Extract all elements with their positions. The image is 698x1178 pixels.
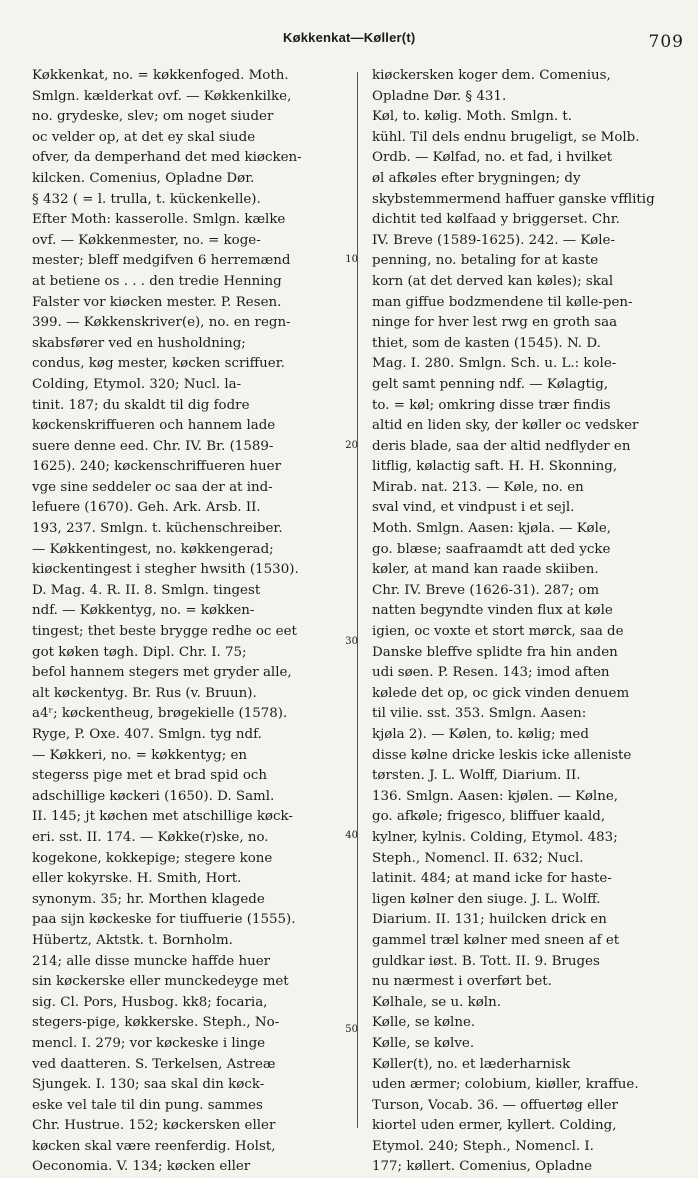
text-line: oc velder op, at det ey skal siude [32,129,256,145]
text-line: Etymol. 240; Steph., Nomencl. I. [372,1138,594,1154]
text-line: a4ʳ; køckentheug, brøgekielle (1578). [32,706,288,722]
text-line: 177; køllert. Comenius, Opladne [372,1159,593,1175]
text-line: vge sine seddeler oc saa der at ind- [32,479,273,495]
text-line: synonym. 35; hr. Morthen klagede [32,891,265,907]
text-line: Mag. I. 280. Smlgn. Sch. u. L.: kole- [372,356,617,372]
text-line: ndf. — Køkkentyg, no. = køkken- [32,603,255,619]
text-line: gammel træl kølner med sneen af et [372,932,620,948]
text-line: suere denne eed. Chr. IV. Br. (1589- [32,438,274,454]
text-line: guldkar iøst. B. Tott. II. 9. Bruges [372,953,600,969]
text-line: mencl. I. 279; vor køckeske i linge [32,1035,266,1051]
text-line: — Køkkeri, no. = køkkentyg; en [32,747,248,763]
text-line: Sjungek. I. 130; saa skal din køck- [32,1077,265,1093]
text-line: udi søen. P. Resen. 143; imod aften [372,665,610,681]
text-line: at betiene os . . . den tredie Henning [32,273,282,289]
text-line: eri. sst. II. 174. — Køkke(r)ske, no. [32,829,269,845]
text-line: latinit. 484; at mand icke for haste- [372,871,612,887]
text-line: 1625). 240; køckenschriffueren huer [32,459,282,475]
text-line: Efter Moth: kasserolle. Smlgn. kælke [32,212,286,228]
running-title: Køkkenkat—Køller(t) [283,30,416,45]
text-line: Diarium. II. 131; huilcken drick en [372,912,607,928]
text-line: uden ærmer; colobium, kiøller, kraffue. [372,1077,639,1093]
text-line: tinit. 187; du skaldt til dig fodre [32,397,250,413]
line-number: 20 [345,440,358,451]
text-line: kühl. Til dels endnu brugeligt, se Molb. [372,129,640,145]
text-line: ligen kølner den siuge. J. L. Wolff. [372,891,601,907]
text-line: Køller(t), no. et læderharnisk [372,1056,571,1072]
text-line: sin køckerske eller munckedeyge met [32,974,289,990]
text-line: nu nærmest i overført bet. [372,974,552,990]
text-line: sval vind, et vindpust i et sejl. [372,500,575,516]
line-number: 40 [345,830,358,841]
text-line: thiet, som de kasten (1545). N. D. [372,335,601,351]
line-number: 10 [345,254,358,265]
text-line: Hübertz, Aktstk. t. Bornholm. [32,932,233,948]
right-column [372,66,684,1178]
text-line: skybstemmermend haffuer ganske vfflitig [372,191,655,207]
text-line: Turson, Vocab. 36. — offuertøg eller [372,1097,618,1113]
page-header [0,26,698,50]
page-number: 709 [648,32,684,52]
text-line: stegers-pige, køkkerske. Steph., No- [32,1015,280,1031]
text-line: Mirab. nat. 213. — Køle, no. en [372,479,584,495]
text-line: Køl, to. kølig. Moth. Smlgn. t. [372,109,572,125]
text-line: Kølle, se kølne. [372,1015,476,1031]
text-line: Ryge, P. Oxe. 407. Smlgn. tyg ndf. [32,727,262,742]
text-line: eske vel tale til din pung. sammes [32,1097,263,1113]
text-line: man giffue bodzmendene til kølle-pen- [372,294,633,310]
text-line: køckenskriffueren och hannem lade [32,418,276,434]
text-line: ninge for hver lest rwg en groth saa [372,315,618,331]
text-line: kylner, kylnis. Colding, Etymol. 483; [372,829,618,845]
text-line: IV. Breve (1589-1625). 242. — Køle- [372,232,615,248]
text-line: kjøla 2). — Kølen, to. kølig; med [372,727,589,742]
text-line: korn (at det derved kan køles); skal [372,273,614,289]
text-line: køler, at mand kan raade skiiben. [372,562,599,578]
text-line: Colding, Etymol. 320; Nucl. la- [32,376,242,392]
text-line: Chr. IV. Breve (1626-31). 287; om [372,582,600,598]
text-line: D. Mag. 4. R. II. 8. Smlgn. tingest [32,582,261,598]
text-line: § 432 ( = l. trulla, t. kückenkelle). [32,191,261,207]
line-number: 30 [345,636,358,647]
text-line: eller kokyrske. H. Smith, Hort. [32,871,242,887]
text-line: 136. Smlgn. Aasen: kjølen. — Kølne, [372,788,619,804]
text-line: mester; bleff medgifven 6 herremænd [32,253,291,269]
text-line: tingest; thet beste brygge redhe oc eet [32,624,297,640]
text-line: Moth. Smlgn. Aasen: kjøla. — Køle, [372,521,612,537]
text-line: 214; alle disse muncke haffde huer [32,953,271,969]
text-line: — Køkkentingest, no. køkkengerad; [32,541,274,557]
text-line: øl afkøles efter brygningen; dy [372,170,581,186]
text-line: kiøckentingest i stegher hwsith (1530). [32,562,299,578]
text-line: ofver, da demperhand det med kiøcken- [32,150,302,166]
line-number: 50 [345,1024,358,1035]
text-line: køcken skal være reenferdig. Holst, [32,1138,276,1154]
text-line: Smlgn. kælderkat ovf. — Køkkenkilke, [32,88,292,104]
text-line: condus, køg mester, køcken scriffuer. [32,356,285,372]
text-line: Kølhale, se u. køln. [372,994,501,1010]
text-line: Opladne Dør. § 431. [372,88,507,104]
text-line: 399. — Køkkenskriver(e), no. en regn- [32,315,291,331]
text-line: til vilie. sst. 353. Smlgn. Aasen: [372,706,587,722]
text-line: got køken tøgh. Dipl. Chr. I. 75; [32,644,247,660]
text-line: altid en liden sky, der køller oc vedsker [372,418,639,434]
text-line: no. grydeske, slev; om noget siuder [32,109,274,125]
text-line: lefuere (1670). Geh. Ark. Arsb. II. [32,500,261,516]
text-line: kiøckersken koger dem. Comenius, [372,68,611,83]
text-line: Steph., Nomencl. II. 632; Nucl. [372,850,584,866]
text-line: ved daatteren. S. Terkelsen, Astreæ [32,1056,276,1072]
text-line: go. blæse; saafraamdt att ded ycke [372,541,611,557]
text-line: adschillige køckeri (1650). D. Saml. [32,788,275,804]
text-line: kilcken. Comenius, Opladne Dør. [32,170,255,186]
text-line: befol hannem stegers met gryder alle, [32,665,292,681]
text-line: Kølle, se kølve. [372,1035,475,1051]
left-column [32,66,332,1178]
text-line: kogekone, kokkepige; stegere kone [32,850,273,866]
text-line: gelt samt penning ndf. — Kølagtig, [372,376,609,392]
text-line: Falster vor kiøcken mester. P. Resen. [32,294,282,310]
text-line: sig. Cl. Pors, Husbog. kk8; focaria, [32,994,268,1010]
text-line: II. 145; jt køchen met atschillige køck- [32,809,293,825]
text-line: disse kølne dricke leskis icke alleniste [372,747,632,763]
text-line: to. = køl; omkring disse trær findis [372,397,611,413]
text-line: go. afkøle; frigesco, bliffuer kaald, [372,809,606,825]
column-divider [357,72,358,1128]
text-line: ovf. — Køkkenmester, no. = koge- [32,232,261,248]
text-line: skabsfører ved en husholdning; [32,335,246,351]
text-line: penning, no. betaling for at kaste [372,253,599,269]
text-line: Køkkenkat, no. = køkkenfoged. Moth. [32,68,289,83]
text-line: paa sijn køckeske for tiuffuerie (1555). [32,912,296,928]
text-line: tørsten. J. L. Wolff, Diarium. II. [372,768,581,784]
text-line: Danske bleffve splidte fra hin anden [372,644,618,660]
text-line: 193, 237. Smlgn. t. küchenschreiber. [32,521,283,537]
text-line: alt køckentyg. Br. Rus (v. Bruun). [32,685,257,701]
text-line: Chr. Hustrue. 152; køckersken eller [32,1118,276,1134]
text-line: natten begyndte vinden flux at køle [372,603,613,619]
text-line: kølede det op, oc gick vinden denuem [372,685,630,701]
text-line: igien, oc voxte et stort mørck, saa de [372,624,624,640]
text-line: deris blade, saa der altid nedflyder en [372,438,631,454]
text-line: Oeconomia. V. 134; køcken eller [32,1159,251,1175]
text-line: Ordb. — Kølfad, no. et fad, i hvilket [372,150,613,166]
text-line: kiortel uden ermer, kyllert. Colding, [372,1118,617,1134]
text-line: dichtit ted kølfaad y briggerset. Chr. [372,212,620,228]
text-line: stegerss pige met et brad spid och [32,768,268,784]
text-line: litflig, kølactig saft. H. H. Skonning, [372,459,618,475]
